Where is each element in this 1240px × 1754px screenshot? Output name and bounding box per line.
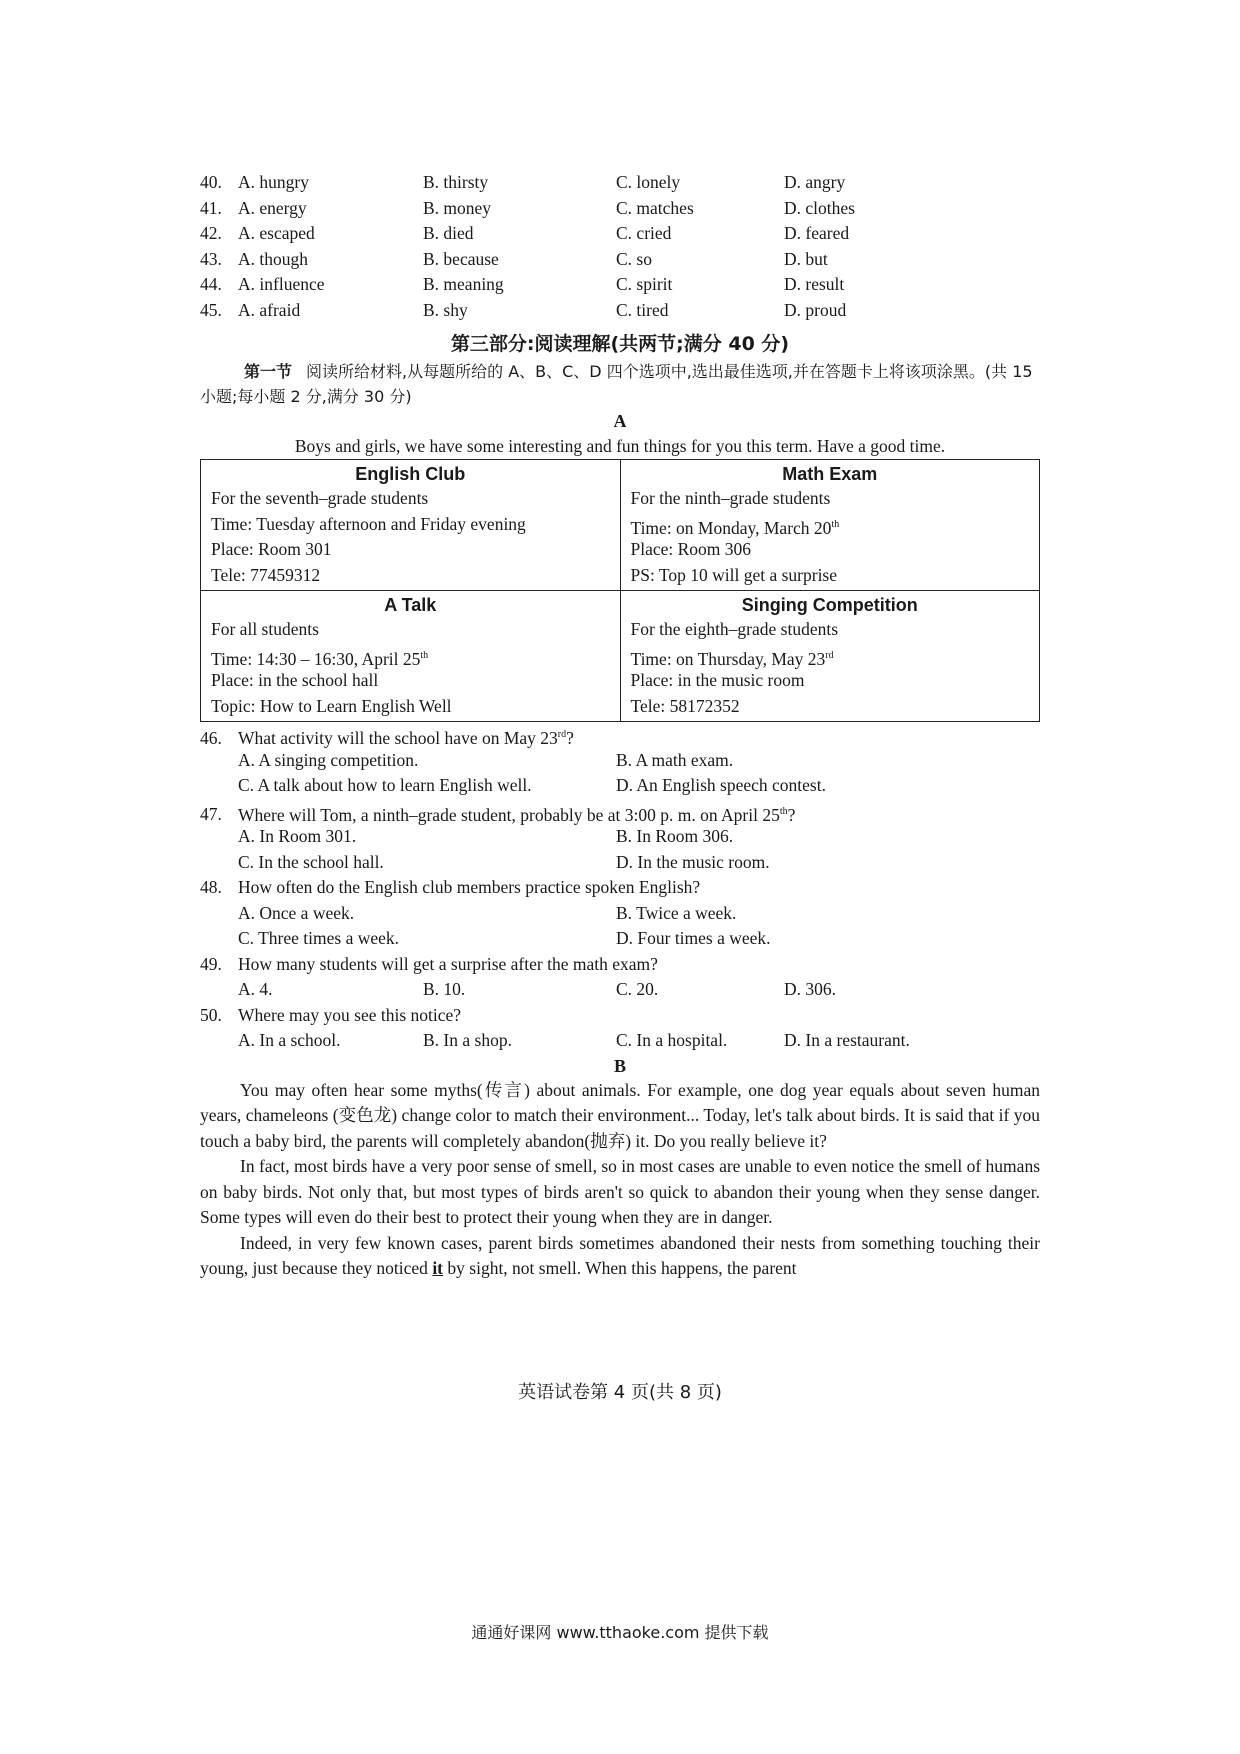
passage-b-paragraph-1: You may often hear some myths(传言) about animals. For example, one dog year equals about seven human years, chameleons (变色龙) change color to match their environment... Today, let's talk about birds. It is said that if you touch a baby bird, the parents will completely abandon(抛弃) it. Do you really believe it? — [200, 1079, 1040, 1151]
answer-row — [200, 901, 1040, 927]
question-48 — [200, 875, 1040, 952]
question-47 — [200, 799, 1040, 876]
answer-row — [200, 773, 1040, 799]
question-stem — [200, 952, 1040, 978]
paragraph-3-text-start: Indeed, in very few known cases, parent birds sometimes abandoned their nests from something touching their young, just because they noticed — [200, 1232, 1040, 1278]
answer-row — [200, 850, 1040, 876]
notice-table — [200, 459, 1040, 722]
question-stem — [200, 875, 1040, 901]
math-exam-time-text: Time: on Monday, March 20 — [630, 517, 832, 538]
choice-c: C. In the school hall. — [238, 851, 384, 872]
math-exam-for: For the ninth–grade students — [630, 488, 831, 508]
option-row-43: 43. A. though B. because C. so D. but — [200, 248, 828, 269]
singing-tele: Tele: 58172352 — [630, 695, 740, 716]
choice-a: A. A singing competition. — [238, 749, 419, 770]
question-50 — [200, 1003, 1040, 1054]
question-stem — [200, 1003, 1040, 1029]
download-site-footer: 通通好课网 www.tthaoke.com 提供下载 — [471, 1623, 769, 1642]
question-end: ? — [787, 804, 796, 825]
choice-d: D. An English speech contest. — [616, 775, 826, 795]
question-number: 47. — [200, 804, 222, 825]
question-number: 50. — [200, 1004, 222, 1025]
math-exam-title: Math Exam — [782, 464, 878, 484]
answer-row — [200, 977, 1040, 1003]
option-row-45: 45. A. afraid B. shy C. tired D. proud — [200, 299, 847, 320]
instruction-text: 阅读所给材料,从每题所给的 A、B、C、D 四个选项中,选出最佳选项,并在答题卡上将该项涂黑。(共 15 小题;每小题 2 分,满分 30 分) — [200, 362, 1033, 406]
choice-b: B. A math exam. — [616, 749, 734, 770]
english-club-time: Time: Tuesday afternoon and Friday evening — [211, 513, 526, 534]
singing-cell — [620, 591, 1040, 722]
choice-b: B. Twice a week. — [616, 902, 737, 923]
question-number: 49. — [200, 953, 222, 974]
answer-row — [200, 824, 1040, 850]
answer-row — [200, 748, 1040, 774]
talk-cell — [201, 591, 621, 722]
choice-b: B. In Room 306. — [616, 826, 734, 846]
question-sup: rd — [557, 729, 567, 740]
question-stem — [200, 799, 1040, 825]
singing-place: Place: in the music room — [630, 670, 805, 690]
english-club-tele: Tele: 77459312 — [211, 564, 321, 585]
question-end: ? — [566, 727, 574, 748]
question-text: Where may you see this notice? — [238, 1004, 462, 1025]
choice-a: A. 4. — [238, 979, 273, 999]
passage-b-letter: B — [613, 1055, 626, 1076]
choice-c: C. In a hospital. — [616, 1030, 728, 1050]
choice-c: C. 20. — [616, 979, 659, 999]
question-sup: th — [779, 805, 788, 817]
math-exam-time — [631, 512, 1030, 538]
singing-title: Singing Competition — [741, 595, 918, 615]
passage-a-letter: A — [613, 411, 627, 431]
choice-d: D. Four times a week. — [616, 928, 771, 948]
choice-d: D. In a restaurant. — [784, 1030, 910, 1050]
instructions — [200, 359, 1040, 409]
singing-for: For the eighth–grade students — [630, 619, 839, 639]
english-club-cell — [201, 460, 621, 591]
choice-b: B. In a shop. — [423, 1030, 512, 1050]
option-row-42: 42. A. escaped B. died C. cried D. feared — [200, 223, 850, 243]
passage-b-paragraph-3 — [200, 1231, 1040, 1282]
math-exam-time-sup: th — [831, 518, 840, 530]
page-content — [200, 170, 1040, 1282]
question-number: 48. — [200, 877, 222, 897]
question-number: 46. — [200, 727, 222, 748]
question-text: How many students will get a surprise after the math exam? — [238, 953, 658, 974]
math-exam-place: Place: Room 306 — [630, 539, 752, 559]
choice-c: C. Three times a week. — [238, 928, 400, 948]
question-49 — [200, 952, 1040, 1003]
math-exam-cell — [620, 460, 1040, 591]
question-text: What activity will the school have on May 23 — [238, 727, 558, 748]
underlined-word: it — [432, 1258, 444, 1278]
english-club-for: For the seventh–grade students — [211, 488, 429, 508]
english-club-title: English Club — [355, 464, 466, 484]
choice-d: D. In the music room. — [616, 851, 770, 872]
talk-time-text: Time: 14:30 – 16:30, April 25 — [211, 648, 421, 669]
talk-place: Place: in the school hall — [211, 670, 379, 690]
option-row-44: 44. A. influence B. meaning C. spirit D. result — [200, 274, 845, 294]
talk-topic: Topic: How to Learn English Well — [211, 695, 452, 716]
answer-row — [200, 1028, 1040, 1054]
choice-a: A. Once a week. — [238, 902, 355, 923]
cloze-options — [200, 170, 1040, 323]
choice-d: D. 306. — [784, 979, 837, 999]
english-club-place: Place: Room 301 — [211, 539, 332, 559]
passage-b-paragraph-2: In fact, most birds have a very poor sense of smell, so in most cases are unable to even notice the smell of humans on baby birds. Not only that, but most types of birds aren't so quick to abandon their young when they sense danger. Some types will even do their best to protect their young when they are in danger. — [200, 1156, 1040, 1227]
option-row-41: 41. A. energy B. money C. matches D. clothes — [200, 197, 855, 218]
talk-title: A Talk — [384, 595, 437, 615]
choice-a: A. In a school. — [238, 1030, 341, 1050]
question-46 — [200, 722, 1040, 799]
notice-intro: Boys and girls, we have some interesting and fun things for you this term. Have a good time. — [294, 436, 946, 456]
singing-time-sup: rd — [825, 649, 834, 661]
talk-time-sup: th — [420, 649, 429, 661]
choice-b: B. 10. — [423, 979, 466, 999]
answer-row — [200, 926, 1040, 952]
page-number-footer: 英语试卷第 4 页(共 8 页) — [518, 1382, 722, 1403]
choice-a: A. In Room 301. — [238, 826, 357, 846]
question-stem — [200, 722, 1040, 748]
question-text: Where will Tom, a ninth–grade student, probably be at 3:00 p. m. on April 25 — [238, 804, 780, 825]
paragraph-3-text-end: by sight, not smell. When this happens, the parent — [443, 1258, 797, 1278]
instruction-lead: 第一节 — [244, 362, 293, 381]
talk-for: For all students — [211, 619, 319, 639]
option-row-40: 40. A. hungry B. thirsty C. lonely D. angry — [200, 172, 846, 192]
section-title: 第三部分:阅读理解(共两节;满分 40 分) — [450, 333, 790, 355]
question-text: How often do the English club members practice spoken English? — [238, 877, 701, 897]
singing-time — [631, 643, 1030, 669]
talk-time — [211, 643, 610, 669]
math-exam-ps: PS: Top 10 will get a surprise — [630, 564, 838, 585]
singing-time-text: Time: on Thursday, May 23 — [630, 648, 826, 669]
choice-c: C. A talk about how to learn English well. — [238, 775, 532, 795]
